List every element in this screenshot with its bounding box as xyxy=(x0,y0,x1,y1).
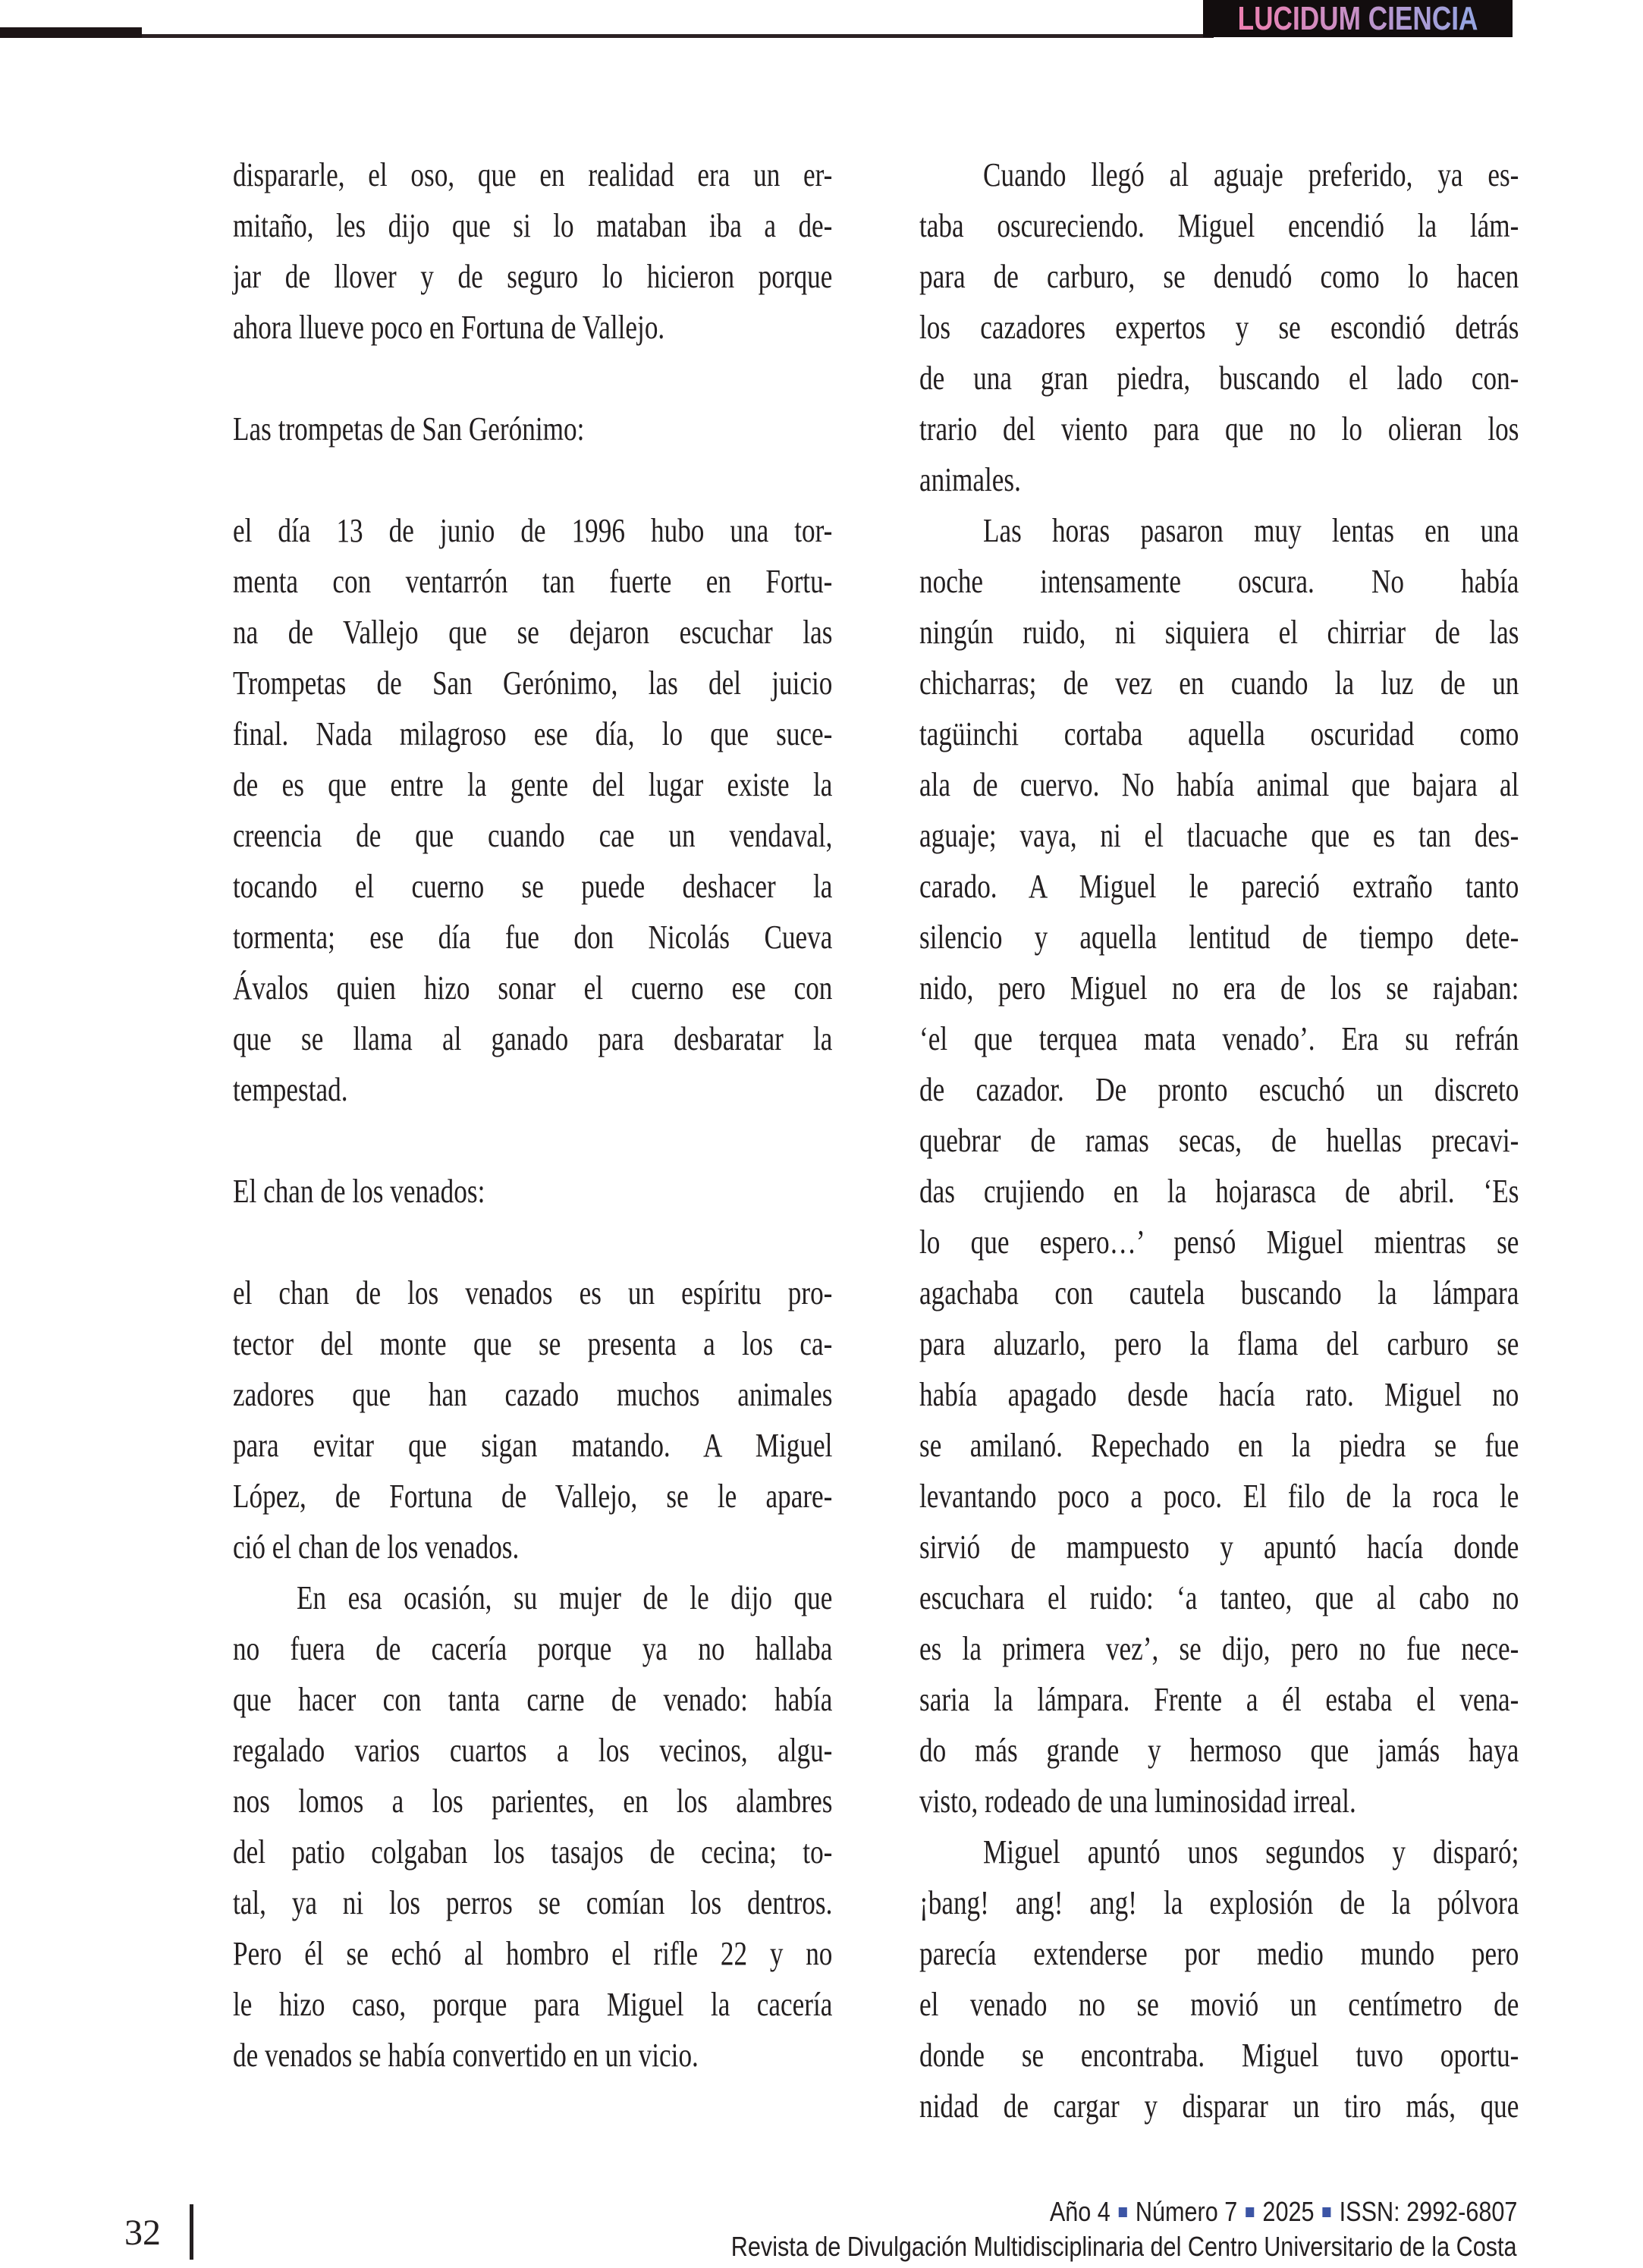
text-line: tempestad. xyxy=(233,1071,348,1108)
text-line: nidad de cargar y disparar un tiro más, que xyxy=(919,2087,1519,2125)
paragraph xyxy=(233,1268,832,1572)
brand-letter: L xyxy=(1237,0,1255,37)
text-line: nido, pero Miguel no era de los se rajaban: xyxy=(919,969,1519,1007)
paragraph xyxy=(919,505,1519,1827)
footer-journal-name: Revista de Divulgación Multidisciplinaria del Centro Universitario de la Costa xyxy=(731,2231,1517,2262)
text-line: para de carburo, se denudó como lo hacen xyxy=(919,258,1519,295)
text-line: tocando el cuerno se puede deshacer la xyxy=(233,868,833,905)
text-line: El chan de los venados: xyxy=(233,1173,485,1210)
square-bullet-icon xyxy=(1246,2207,1254,2217)
text-line: le hizo caso, porque para Miguel la cacería xyxy=(233,1986,833,2023)
text-column-right xyxy=(919,149,1519,2131)
text-line: chicharras; de vez en cuando la luz de un xyxy=(919,664,1519,702)
text-line: menta con ventarrón tan fuerte en Fortu- xyxy=(233,563,833,600)
brand-banner xyxy=(1203,0,1513,37)
text-line: Ávalos quien hizo sonar el cuerno ese con xyxy=(233,969,833,1007)
text-line: de venados se había convertido en un vicio. xyxy=(233,2037,699,2074)
text-line: jar de llover y de seguro lo hicieron porque xyxy=(233,258,833,295)
text-line: ¡bang! ang! ang! la explosión de la pólvora xyxy=(919,1884,1519,1921)
brand-title xyxy=(1238,0,1478,38)
text-line: para evitar que sigan matando. A Miguel xyxy=(233,1427,833,1464)
text-line: ningún ruido, ni siquiera el chirriar de las xyxy=(919,614,1519,651)
text-line: es la primera vez’, se dijo, pero no fue nece- xyxy=(919,1630,1519,1667)
text-line: para aluzarlo, pero la flama del carburo se xyxy=(919,1325,1519,1362)
text-line: ahora llueve poco en Fortuna de Vallejo. xyxy=(233,309,665,346)
text-line: noche intensamente oscura. No había xyxy=(919,563,1519,600)
brand-letter: E xyxy=(1394,0,1413,37)
text-line: mitaño, les dijo que si lo mataban iba a de- xyxy=(233,207,833,244)
text-line: taba oscureciendo. Miguel encendió la lám- xyxy=(919,207,1519,244)
text-line: escuchara el ruido: ‘a tanteo, que al cabo no xyxy=(919,1579,1519,1616)
footer-divider-bar xyxy=(190,2204,193,2260)
text-line: nos lomos a los parientes, en los alambres xyxy=(233,1783,833,1820)
text-line: ala de cuervo. No había animal que bajara al xyxy=(919,766,1519,803)
footer-meta-part: 2025 xyxy=(1262,2196,1315,2227)
text-line: el venado no se movió un centímetro de xyxy=(919,1986,1519,2023)
paragraph xyxy=(233,1572,832,2081)
brand-letter: D xyxy=(1299,0,1320,37)
text-line: animales. xyxy=(919,461,1021,498)
text-line: parecía extenderse por medio mundo pero xyxy=(919,1935,1519,1972)
text-line: el día 13 de junio de 1996 hubo una tor- xyxy=(233,512,833,549)
square-bullet-icon xyxy=(1322,2207,1330,2217)
text-line: silencio y aquella lentitud de tiempo dete- xyxy=(919,919,1519,956)
footer-issue-meta xyxy=(1049,2197,1517,2227)
text-line: sirvió de mampuesto y apuntó hacía donde xyxy=(919,1528,1519,1566)
brand-letter: M xyxy=(1338,0,1361,37)
header-rule-thick-segment xyxy=(0,27,142,38)
text-line: Cuando llegó al aguaje preferido, ya es- xyxy=(983,156,1519,193)
text-line: el chan de los venados es un espíritu pro- xyxy=(233,1274,833,1311)
page-number: 32 xyxy=(124,2213,161,2253)
text-line: de es que entre la gente del lugar existe la xyxy=(233,766,833,803)
text-line: ció el chan de los venados. xyxy=(233,1528,520,1566)
text-line: levantando poco a poco. El filo de la roca le xyxy=(919,1478,1519,1515)
text-line: tagüinchi cortaba aquella oscuridad como xyxy=(919,715,1519,752)
text-line: creencia de que cuando cae un vendaval, xyxy=(233,817,833,854)
section-heading xyxy=(233,404,832,454)
footer-meta-part: Número 7 xyxy=(1135,2196,1237,2227)
text-line: Las trompetas de San Gerónimo: xyxy=(233,410,585,448)
brand-letter: I xyxy=(1451,0,1459,37)
text-line: del patio colgaban los tasajos de cecina; to- xyxy=(233,1833,833,1871)
text-line: tector del monte que se presenta a los ca- xyxy=(233,1325,833,1362)
text-line: lo que espero…’ pensó Miguel mientras se xyxy=(919,1224,1519,1261)
text-line: carado. A Miguel le pareció extraño tanto xyxy=(919,868,1519,905)
text-line: trario del viento para que no lo olieran los xyxy=(919,410,1519,448)
text-line: ‘el que terquea mata venado’. Era su refrán xyxy=(919,1020,1519,1057)
footer-meta-part: Año 4 xyxy=(1049,2196,1111,2227)
text-line: Miguel apuntó unos segundos y disparó; xyxy=(983,1833,1519,1871)
text-line: agachaba con cautela buscando la lámpara xyxy=(919,1274,1519,1311)
square-bullet-icon xyxy=(1118,2207,1126,2217)
text-line: das crujiendo en la hojarasca de abril. ‘Es xyxy=(919,1173,1519,1210)
paragraph xyxy=(919,149,1519,505)
text-line: que hacer con tanta carne de venado: había xyxy=(233,1681,833,1718)
text-line: los cazadores expertos y se escondió detrás xyxy=(919,309,1519,346)
text-line: do más grande y hermoso que jamás haya xyxy=(919,1732,1519,1769)
paragraph xyxy=(233,505,832,1115)
brand-letter: N xyxy=(1412,0,1432,37)
paragraph xyxy=(919,1827,1519,2131)
brand-letter: C xyxy=(1273,0,1293,37)
text-line: En esa ocasión, su mujer de le dijo que xyxy=(297,1579,833,1616)
text-line: no fuera de cacería porque ya no hallaba xyxy=(233,1630,833,1667)
text-line: Las horas pasaron muy lentas en una xyxy=(983,512,1519,549)
text-line: donde se encontraba. Miguel tuvo oportu- xyxy=(919,2037,1519,2074)
brand-letter: I xyxy=(1387,0,1395,37)
text-line: aguaje; vaya, ni el tlacuache que es tan des- xyxy=(919,817,1519,854)
text-line: López, de Fortuna de Vallejo, se le apare- xyxy=(233,1478,833,1515)
text-line: final. Nada milagroso ese día, lo que suce- xyxy=(233,715,833,752)
text-line: dispararle, el oso, que en realidad era un er- xyxy=(233,156,833,193)
text-line: quebrar de ramas secas, de huellas precavi- xyxy=(919,1122,1519,1159)
brand-letter: C xyxy=(1368,0,1388,37)
text-line: de cazador. De pronto escuchó un discreto xyxy=(919,1071,1519,1108)
text-line: Pero él se echó al hombro el rifle 22 y no xyxy=(233,1935,833,1972)
text-line: regalado varios cuartos a los vecinos, algu- xyxy=(233,1732,833,1769)
brand-letter: I xyxy=(1292,0,1300,37)
brand-letter: U xyxy=(1254,0,1274,37)
brand-letter: C xyxy=(1431,0,1452,37)
text-line: Trompetas de San Gerónimo, las del juicio xyxy=(233,664,833,702)
text-line: que se llama al ganado para desbaratar la xyxy=(233,1020,833,1057)
header-rule xyxy=(0,34,1214,38)
text-line: saria la lámpara. Frente a él estaba el vena- xyxy=(919,1681,1519,1718)
text-column-left xyxy=(233,149,832,2081)
text-line: na de Vallejo que se dejaron escuchar las xyxy=(233,614,833,651)
text-line: de una gran piedra, buscando el lado con- xyxy=(919,360,1519,397)
brand-letter: U xyxy=(1319,0,1339,37)
text-line: zadores que han cazado muchos animales xyxy=(233,1376,833,1413)
text-line: había apagado desde hacía rato. Miguel no xyxy=(919,1376,1519,1413)
footer-meta-part: ISSN: 2992-6807 xyxy=(1339,2196,1517,2227)
brand-letter xyxy=(1361,0,1368,37)
paragraph xyxy=(233,149,832,353)
brand-letter: A xyxy=(1459,0,1478,37)
text-line: visto, rodeado de una luminosidad irreal. xyxy=(919,1783,1356,1820)
text-line: se amilanó. Repechado en la piedra se fue xyxy=(919,1427,1519,1464)
text-line: tormenta; ese día fue don Nicolás Cueva xyxy=(233,919,833,956)
text-line: tal, ya ni los perros se comían los dentros. xyxy=(233,1884,833,1921)
section-heading xyxy=(233,1166,832,1217)
